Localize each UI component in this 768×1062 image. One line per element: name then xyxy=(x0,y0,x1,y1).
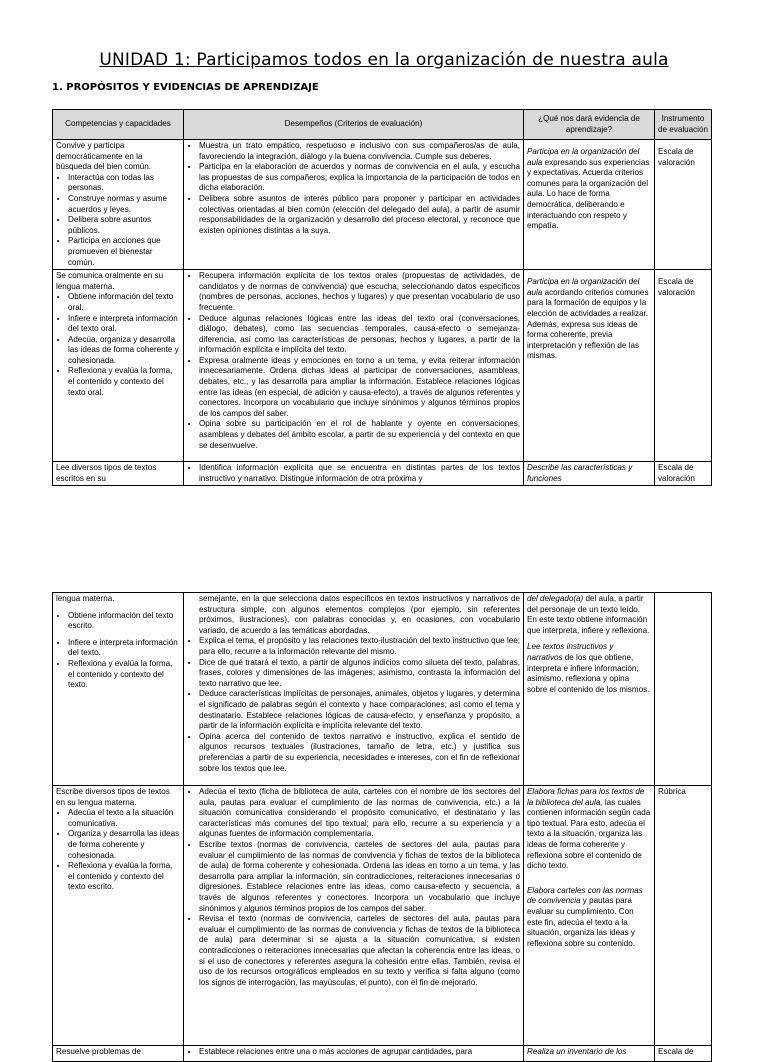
list-item: • Explica el tema, el propósito y las relaciones texto-ilustración del texto instructivo que lee; para ello, recurre a la información relevante del mismo. xyxy=(199,636,520,657)
competence-cell xyxy=(53,462,184,486)
list-item: • Obtiene información del texto escrito. xyxy=(68,611,180,632)
evidence-text: de los que obtiene, interpreta e infiere información; asimismo, reflexiona y opina sobre el contenido de los mismos. xyxy=(527,652,650,694)
table-header-row xyxy=(53,110,712,140)
capacity-list xyxy=(56,611,180,691)
instrument-cell xyxy=(655,462,712,486)
competence-cell xyxy=(53,1046,184,1062)
list-item: • Deduce características implícitas de personajes, animales, objetos y lugares, y determina el significado de palabras según el contexto y hace comparaciones; así como el tema y destinatario. Establece relaciones lógicas de causa-efecto, y enseñanza y propósito, a partir de la información explícita e implícita relevante del texto. xyxy=(199,689,520,731)
table-row xyxy=(53,462,712,486)
list-item: • Adecúa el texto a la situación comunicativa. xyxy=(68,808,180,829)
list-item: • Infiere e interpreta información del texto. xyxy=(68,638,180,659)
performance-list xyxy=(187,271,520,451)
performance-list xyxy=(187,787,520,988)
list-item: • Participa en la elaboración de acuerdos y normas de convivencia en el aula, y escucha las propuestas de sus compañeros; explica la importancia de la participación de todos en dicha elaboración. xyxy=(199,162,520,194)
competence-cell xyxy=(53,270,184,462)
evidence-text: y pautas para evaluar su cumplimiento. Con este fin, adecúa el texto a la situación, organiza las ideas y reflexiona sobre su contenido. xyxy=(527,896,635,948)
performance-cell xyxy=(184,1046,524,1062)
evidence-cell xyxy=(524,786,655,1046)
performance-continued: semejante, en la que selecciona datos específicos en textos instructivos y narrativos de estructura simple, con algunos elementos complejos (por ejemplo, sin referentes próximos, ilustraciones), con palabras conocidas y, en ocasiones, con vocabulario variado, de acuerdo a las temáticas abordadas. xyxy=(199,594,520,635)
competence-cell xyxy=(53,593,184,786)
evidence-cell xyxy=(524,140,655,270)
evidence-emphasis: Describe las características y funciones xyxy=(527,463,633,483)
competence-title: Resuelve problemas de xyxy=(56,1047,142,1056)
capacity-list xyxy=(56,808,180,893)
list-item: • Deduce algunas relaciones lógicas entre las ideas del texto oral (conversaciones, diálogo, debates), como las secuencias temporales, causa-efecto o semejanza-diferencia, así como las características de personas, hechos y lugares, a partir de la información explícita e implícita del texto. xyxy=(199,314,520,356)
list-item: • Participa en acciones que promueven el bienestar común. xyxy=(68,236,180,268)
list-item: • Establece relaciones entre una o más acciones de agrupar cantidades, para xyxy=(199,1047,520,1058)
performance-cell xyxy=(184,270,524,462)
section-heading: 1. PROPÓSITOS Y EVIDENCIAS DE APRENDIZAJE xyxy=(52,82,319,93)
list-item: • Dice de qué tratará el texto, a partir de algunos indicios como silueta del texto, palabras, frases, colores y dimensiones de las imágenes; asimismo, contrasta la información del texto narrativo que lee. xyxy=(199,658,520,690)
evidence-cell xyxy=(524,593,655,786)
instrument-cell xyxy=(655,270,712,462)
evidence-emphasis: Elabora carteles con las normas de convivencia xyxy=(527,885,643,906)
evidence-emphasis: Lee textos instructivos y narrativos xyxy=(527,642,614,662)
page-title: UNIDAD 1: Participamos todos en la organización de nuestra aula xyxy=(99,50,669,70)
list-item: • Escribe textos (normas de convivencia, carteles de sectores del aula, pautas para evaluar el cumplimiento de las normas de convivencia y fichas de textos de la biblioteca de aula) de forma coherente y cohesionada. Ordena las ideas en torno a un tema, y las desarrolla para ampliar la información, sin contradicciones, reiteraciones innecesarias o digresiones. Establece relaciones entre las ideas, como causa-efecto y secuencia, a través de algunos referentes y conectores. Incorpora un vocabulario que incluye sinónimos y algunos términos propios de los campos del saber. xyxy=(199,840,520,914)
evidence-text: del aula, a partir del personaje de un texto leído. En este texto obtiene información que interpreta, infiere y reflexiona. xyxy=(527,594,650,635)
evidence-emphasis: del delegado(a) xyxy=(527,594,584,603)
list-item: • Infiere e interpreta información del texto oral. xyxy=(68,314,180,335)
performance-list xyxy=(187,1047,520,1060)
evidence-emphasis: Elabora fichas para los textos de la biblioteca del aula, xyxy=(527,787,645,807)
evidence-text: las cuales contienen información según cada tipo textual. Para esto, adecúa el texto a la situación, organiza las ideas de forma coherente y reflexiona sobre el contenido de dicho texto. xyxy=(527,797,651,871)
evidence-text: acordando criterios comunes para la formación de equipos y la elección de actividades a realizar. Además, expresa sus ideas de forma coherente, previa interpretación y reflexión de las mismas. xyxy=(527,287,649,361)
table-row xyxy=(53,270,712,462)
list-item: • Obtiene información del texto oral. xyxy=(68,292,180,313)
list-item: • Identifica información explícita que se encuentra en distintas partes de los textos instructivo y narrativo. Distingue información de otra próxima y xyxy=(199,463,520,484)
evidence-table-page-1 xyxy=(52,109,712,486)
capacity-list xyxy=(56,173,180,268)
competence-title: Escribe diversos tipos de textos en su lengua materna. xyxy=(56,787,170,807)
instrument-cell xyxy=(655,786,712,1046)
table-row xyxy=(53,140,712,270)
table-row xyxy=(53,786,712,1046)
list-item: • Reflexiona y evalúa la forma, el contenido y contexto del texto escrito. xyxy=(68,861,180,893)
instrument-cell xyxy=(655,1046,712,1062)
performance-list xyxy=(187,141,520,236)
header-competencias: Competencias y capacidades xyxy=(53,110,184,140)
competence-title: Se comunica oralmente en su lengua materna. xyxy=(56,271,164,291)
list-item: • Construye normas y asume acuerdos y leyes. xyxy=(68,194,180,215)
list-item: • Delibera sobre asuntos públicos. xyxy=(68,215,180,236)
list-item: • Reflexiona y evalúa la forma, el contenido y contexto del texto. xyxy=(68,659,180,691)
table-row xyxy=(53,593,712,786)
evidence-text: expresando sus experiencias y expectativas. Acuerda criterios comunes para la organización del aula. Lo hace de forma democrática, deliberando e interactuando con respeto y empatía. xyxy=(527,157,650,231)
competence-cell xyxy=(53,786,184,1046)
evidence-emphasis: Realiza un inventario de los xyxy=(527,1047,627,1056)
competence-cell xyxy=(53,140,184,270)
list-item: • Organiza y desarrolla las ideas de forma coherente y cohesionada. xyxy=(68,829,180,861)
list-item: • Adecúa, organiza y desarrolla las ideas de forma coherente y cohesionada. xyxy=(68,335,180,367)
instrument-cell xyxy=(655,140,712,270)
table-row xyxy=(53,1046,712,1062)
evidence-cell xyxy=(524,270,655,462)
header-instrumento: Instrumento de evaluación xyxy=(655,110,712,140)
performance-cell xyxy=(184,462,524,486)
performance-cell xyxy=(184,593,524,786)
instrument-text: Escala de valoración xyxy=(658,463,695,483)
evidence-table-page-2 xyxy=(52,592,712,1062)
header-evidencia: ¿Qué nos dará evidencia de aprendizaje? xyxy=(524,110,655,140)
list-item: • Muestra un trato empático, respetuoso e inclusivo con sus compañeros/as de aula, favoreciendo la integración, diálogo y la buena convivencia. Cumple sus deberes. xyxy=(199,141,520,162)
instrument-text: Escala de valoración xyxy=(658,147,695,167)
header-desempenos: Desempeños (Criterios de evaluación) xyxy=(184,110,524,140)
list-item: • Interactúa con todas las personas. xyxy=(68,173,180,194)
capacity-list xyxy=(56,292,180,398)
instrument-text: Rúbrica xyxy=(658,787,686,796)
competence-title: Convive y participa democráticamente en la búsqueda del bien común. xyxy=(56,141,151,172)
instrument-text: Escala de valoración xyxy=(658,277,695,297)
performance-cell xyxy=(184,140,524,270)
list-item: • Expresa oralmente ideas y emociones en torno a un tema, y evita reiterar información innecesariamente. Ordena dichas ideas al participar de conversaciones, asambleas, debates, etc., y las desarrolla para ampliar la información. Establece relaciones lógicas entre las ideas (en especial, de adición y causa-efecto), a través de algunos referentes y conectores. Incorpora un vocabulario que incluye sinónimos y algunos términos propios de los campos del saber. xyxy=(199,356,520,420)
performance-list xyxy=(187,463,520,484)
evidence-cell xyxy=(524,462,655,486)
competence-title: Lee diversos tipos de textos escritos en su xyxy=(56,463,157,483)
competence-title: lengua materna. xyxy=(56,594,115,603)
list-item: • Opina acerca del contenido de textos narrativo e instructivo, explica el sentido de algunos recursos textuales (ilustraciones, tamaño de letra, etc.) y justifica sus preferencias a partir de su experiencia, necesidades e intereses, con el fin de reflexionar sobre los textos que lee. xyxy=(199,732,520,774)
instrument-cell xyxy=(655,593,712,786)
list-item: • Opina sobre su participación en el rol de hablante y oyente en conversaciones, asambleas y debates del ámbito escolar, a partir de su experiencia y del contexto en que se desenvuelve. xyxy=(199,419,520,451)
list-item: • Revisa el texto (normas de convivencia, carteles de sectores del aula, pautas para evaluar el cumplimiento de las normas de convivencia y fichas de textos de la biblioteca de aula) para determinar si se ajusta a la situación comunicativa, si existen contradicciones o reiteraciones innecesarias que afectan la coherencia entre las ideas, o si el uso de conectores y referentes asegura la cohesión entre ellas. También, revisa el uso de los recursos ortográficos empleados en su texto y verifica si falta alguno (como los signos de interrogación, las mayúsculas, el punto), con el fin de mejorarlo. xyxy=(199,914,520,988)
list-item: • Adecúa el texto (ficha de biblioteca de aula, carteles con el nombre de los sectores del aula, pautas para evaluar el cumplimiento de las normas de convivencia, etc.) a la situación comunicativa considerando el propósito comunicativo, el destinatario y las características más comunes del tipo textual; para ello, recurre a su experiencia y a algunas fuentes de información complementaria. xyxy=(199,787,520,840)
list-item: • Reflexiona y evalúa la forma, el contenido y contexto del texto oral. xyxy=(68,366,180,398)
performance-list xyxy=(187,636,520,774)
evidence-emphasis: Participa en la organización del aula xyxy=(527,277,640,297)
evidence-emphasis: Participa en la organización del aula xyxy=(527,147,640,167)
list-item: • Recupera información explícita de los textos orales (propuestas de actividades, de candidatos y de normas de convivencia) que escucha, seleccionando datos específicos (nombres de personas, acciones, hechos y lugares) y que presentan vocabulario de uso frecuente. xyxy=(199,271,520,313)
evidence-cell xyxy=(524,1046,655,1062)
list-item: • Delibera sobre asuntos de interés público para proponer y participar en actividades colectivas orientadas al bien común (elección del delegado del aula), a partir de asumir responsabilidades de la organización y desarrollo del proceso electoral, y reconoce que existen opiniones distintas a la suya. xyxy=(199,194,520,236)
instrument-text: Escala de xyxy=(658,1047,694,1056)
performance-cell xyxy=(184,786,524,1046)
